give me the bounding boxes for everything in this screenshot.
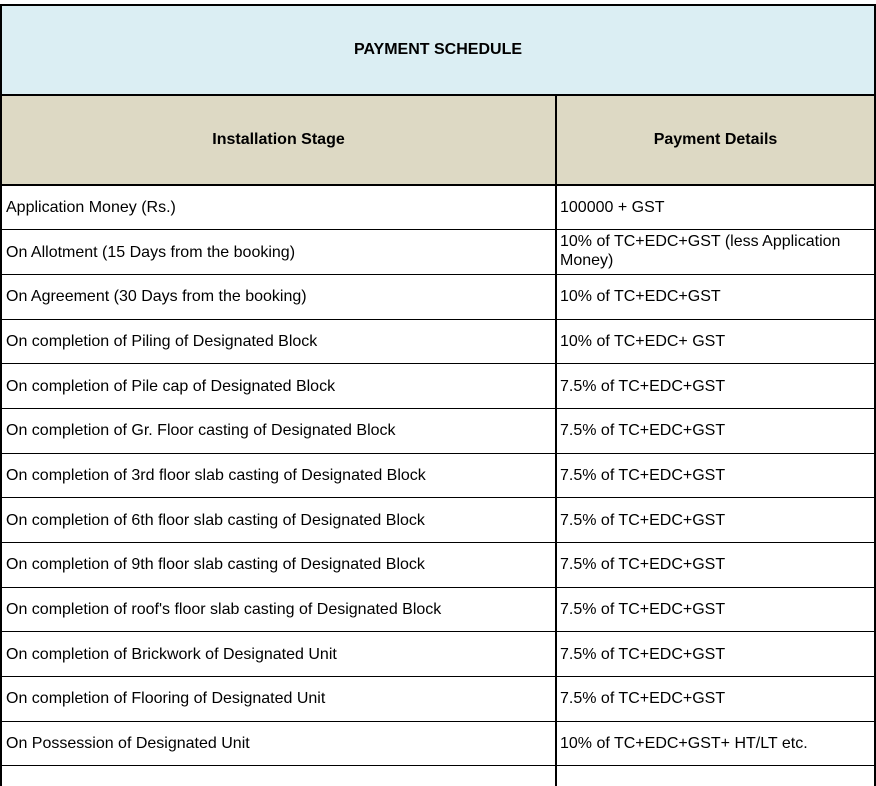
stage-cell: On completion of roof's floor slab casting of Designated Block [1, 587, 556, 632]
payment-cell: 10% of TC+EDC+GST (less Application Money) [556, 230, 875, 275]
table-row [1, 230, 875, 275]
table-row [1, 543, 875, 588]
empty-cell [1, 766, 556, 786]
table-row [1, 274, 875, 319]
table-row [1, 185, 875, 230]
stage-cell: On completion of Gr. Floor casting of Designated Block [1, 408, 556, 453]
stage-cell: On completion of Flooring of Designated Unit [1, 677, 556, 722]
header-payment-details: Payment Details [556, 95, 875, 185]
stage-cell: Application Money (Rs.) [1, 185, 556, 230]
payment-cell: 7.5% of TC+EDC+GST [556, 498, 875, 543]
payment-cell: 7.5% of TC+EDC+GST [556, 408, 875, 453]
payment-cell: 7.5% of TC+EDC+GST [556, 364, 875, 409]
table-title: PAYMENT SCHEDULE [1, 5, 875, 95]
stage-cell: On completion of Pile cap of Designated Block [1, 364, 556, 409]
table-row [1, 364, 875, 409]
table-row [1, 498, 875, 543]
table-row [1, 453, 875, 498]
stage-cell: On completion of 3rd floor slab casting of Designated Block [1, 453, 556, 498]
table-row [1, 677, 875, 722]
payment-cell: 7.5% of TC+EDC+GST [556, 453, 875, 498]
title-row [1, 5, 875, 95]
empty-cell [556, 766, 875, 786]
payment-cell: 10% of TC+EDC+GST+ HT/LT etc. [556, 721, 875, 766]
table-row [1, 408, 875, 453]
payment-cell: 7.5% of TC+EDC+GST [556, 543, 875, 588]
stage-cell: On Possession of Designated Unit [1, 721, 556, 766]
payment-schedule-table [0, 4, 876, 786]
payment-cell: 7.5% of TC+EDC+GST [556, 677, 875, 722]
table-row [1, 721, 875, 766]
table-row-partial [1, 766, 875, 786]
stage-cell: On completion of 6th floor slab casting of Designated Block [1, 498, 556, 543]
stage-cell: On Allotment (15 Days from the booking) [1, 230, 556, 275]
stage-cell: On completion of 9th floor slab casting of Designated Block [1, 543, 556, 588]
table-row [1, 319, 875, 364]
payment-cell: 100000 + GST [556, 185, 875, 230]
header-row [1, 95, 875, 185]
table-row [1, 632, 875, 677]
table-row [1, 587, 875, 632]
payment-cell: 7.5% of TC+EDC+GST [556, 587, 875, 632]
stage-cell: On completion of Brickwork of Designated Unit [1, 632, 556, 677]
stage-cell: On completion of Piling of Designated Block [1, 319, 556, 364]
header-installation-stage: Installation Stage [1, 95, 556, 185]
payment-cell: 10% of TC+EDC+ GST [556, 319, 875, 364]
stage-cell: On Agreement (30 Days from the booking) [1, 274, 556, 319]
payment-cell: 10% of TC+EDC+GST [556, 274, 875, 319]
payment-cell: 7.5% of TC+EDC+GST [556, 632, 875, 677]
